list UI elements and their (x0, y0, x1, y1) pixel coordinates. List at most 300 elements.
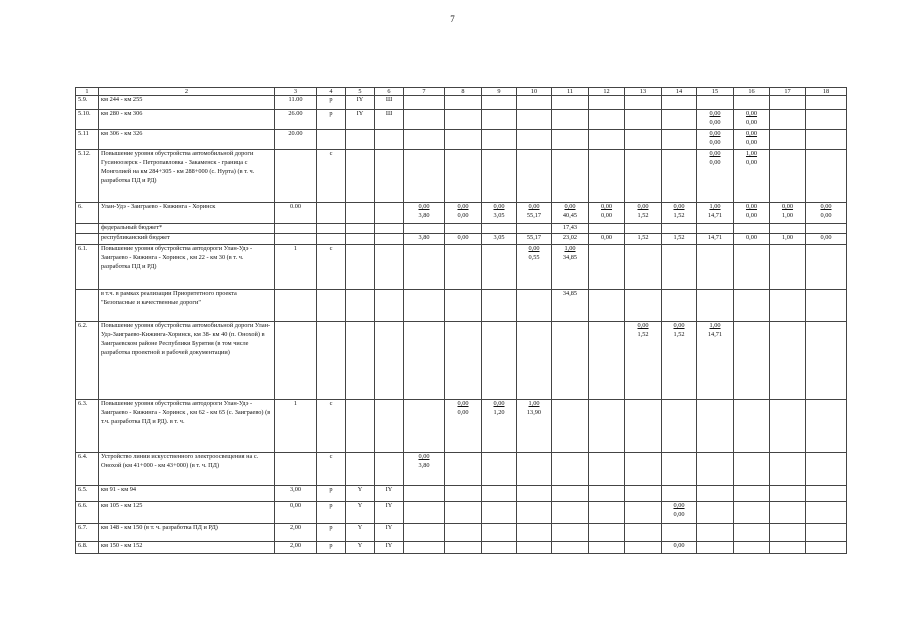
table-row (76, 233, 847, 244)
item-number (76, 289, 99, 321)
length-value: 0,00 (528, 203, 540, 210)
year-value-cell (589, 485, 625, 501)
table-row (76, 244, 847, 289)
item-name: км 244 - км 255 (99, 96, 275, 110)
item-name: Повышение уровня обустройства автодороги Улан-Удэ - Заиграево - Кижинга - Хоринск , км 22 - км 30 (в т. ч. разработка ПД и РД) (99, 244, 275, 289)
item-number: 6.2. (76, 321, 99, 399)
year-value-cell (806, 203, 847, 224)
year-value-cell: 23,02 (552, 233, 589, 244)
year-value-cell (697, 501, 734, 523)
year-value-cell (404, 321, 445, 399)
year-value-cell (517, 399, 552, 452)
length-value: 0,00 (637, 203, 649, 210)
table-row (76, 203, 847, 224)
year-value-cell (734, 150, 770, 203)
column-number-10: 10 (517, 88, 552, 96)
year-value-cell (662, 244, 697, 289)
year-value-cell: 0,00 (734, 233, 770, 244)
road-category: Y (346, 501, 375, 523)
road-category: Y (346, 541, 375, 553)
year-value-cell: 0,00 (445, 233, 482, 244)
work-type (317, 224, 346, 234)
year-value-cell (806, 224, 847, 234)
year-value-cell (806, 289, 847, 321)
year-value-cell (552, 130, 589, 150)
cost-value: 0,00 (745, 118, 758, 126)
work-type: р (317, 541, 346, 553)
table-row (76, 501, 847, 523)
category-after (375, 233, 404, 244)
length-value: 0,00 (709, 150, 721, 157)
cost-value: 0,00 (457, 408, 469, 416)
cost-value: 55,17 (526, 211, 542, 219)
cost-value: 1,52 (637, 211, 649, 219)
year-value-cell (770, 541, 806, 553)
year-value-cell (770, 130, 806, 150)
item-name: км 280 - км 306 (99, 110, 275, 130)
cost-value: 13,90 (526, 408, 542, 416)
year-value-cell (770, 110, 806, 130)
road-category (346, 399, 375, 452)
length-km: 0,00 (275, 501, 317, 523)
item-number: 6.1. (76, 244, 99, 289)
year-value-cell (517, 224, 552, 234)
year-value-cell (552, 150, 589, 203)
column-number-5: 5 (346, 88, 375, 96)
year-value-cell (517, 96, 552, 110)
year-value-cell (445, 321, 482, 399)
table-row (76, 110, 847, 130)
road-category (346, 233, 375, 244)
year-value-cell (625, 501, 662, 523)
year-value-cell: 0,00 (662, 541, 697, 553)
year-value-cell (589, 224, 625, 234)
year-value-cell (806, 244, 847, 289)
table-row (76, 541, 847, 553)
year-value-cell: 1,52 (625, 233, 662, 244)
work-type: с (317, 244, 346, 289)
year-value-cell (589, 321, 625, 399)
work-type (317, 233, 346, 244)
length-km (275, 233, 317, 244)
year-value-cell (806, 485, 847, 501)
year-value-cell (770, 224, 806, 234)
item-name: Повышение уровня обустройства автодороги Улан-Удэ - Заиграево - Кижинга - Хоринск , км 62 - км 65 (с. Заиграево) (в т.ч. разработка ПД и РД). в т. ч. (99, 399, 275, 452)
year-value-cell (517, 541, 552, 553)
column-number-11: 11 (552, 88, 589, 96)
column-number-12: 12 (589, 88, 625, 96)
item-name: км 91 - км 94 (99, 485, 275, 501)
column-number-18: 18 (806, 88, 847, 96)
year-value-cell (404, 244, 445, 289)
year-value-cell (625, 96, 662, 110)
road-category (346, 203, 375, 224)
column-number-1: 1 (76, 88, 99, 96)
year-value-cell (662, 203, 697, 224)
year-value-cell (445, 110, 482, 130)
cost-value: 0,00 (820, 211, 832, 219)
year-value-cell (482, 501, 517, 523)
work-type: р (317, 110, 346, 130)
year-value-cell (404, 203, 445, 224)
year-value-cell: 34,85 (552, 289, 589, 321)
year-value-cell (517, 485, 552, 501)
road-category (346, 244, 375, 289)
year-value-cell (625, 452, 662, 485)
cost-value: 34,85 (562, 253, 578, 261)
cost-value: 0,00 (673, 510, 685, 518)
year-value-cell (517, 289, 552, 321)
column-number-16: 16 (734, 88, 770, 96)
year-value-cell (625, 150, 662, 203)
length-value: 1,00 (709, 203, 721, 210)
length-value: 1,00 (709, 321, 721, 329)
year-value-cell (697, 203, 734, 224)
item-number (76, 224, 99, 234)
item-number: 6.6. (76, 501, 99, 523)
year-value-cell (404, 452, 445, 485)
year-value-cell (662, 452, 697, 485)
year-value-cell (482, 244, 517, 289)
year-value-cell (517, 452, 552, 485)
year-value-cell (589, 96, 625, 110)
year-value-cell (625, 523, 662, 541)
table-row (76, 523, 847, 541)
item-number: 6.7. (76, 523, 99, 541)
item-name: Улан-Удэ - Заиграево - Кижинга - Хоринск (99, 203, 275, 224)
year-value-cell (517, 523, 552, 541)
year-value-cell (770, 399, 806, 452)
category-after: IY (375, 541, 404, 553)
item-number: 6.5. (76, 485, 99, 501)
year-value-cell (806, 321, 847, 399)
year-value-cell (517, 150, 552, 203)
column-number-4: 4 (317, 88, 346, 96)
item-number: 5.12. (76, 150, 99, 203)
length-value: 0,00 (600, 203, 613, 210)
category-after (375, 321, 404, 399)
cost-value: 0,00 (457, 211, 469, 219)
year-value-cell (589, 289, 625, 321)
work-type (317, 203, 346, 224)
year-value-cell (697, 321, 734, 399)
column-number-3: 3 (275, 88, 317, 96)
item-name: км 105 - км 125 (99, 501, 275, 523)
cost-value: 0,00 (600, 211, 613, 219)
year-value-cell (806, 150, 847, 203)
cost-value: 1,20 (493, 408, 505, 416)
category-after (375, 130, 404, 150)
cost-value: 14,71 (707, 211, 723, 219)
year-value-cell (445, 501, 482, 523)
cost-value: 3,80 (418, 461, 430, 469)
item-name: км 148 - км 150 (в т. ч. разработка ПД и РД) (99, 523, 275, 541)
length-km: 1 (275, 244, 317, 289)
length-km (275, 452, 317, 485)
item-name: Устройство линии искусственного электроосвещения на с. Онохой (км 41+000 - км 43+000) (в т. ч. ПД) (99, 452, 275, 485)
year-value-cell (734, 523, 770, 541)
road-category: Y (346, 523, 375, 541)
length-km: 3,00 (275, 485, 317, 501)
road-category: IY (346, 96, 375, 110)
year-value-cell (482, 541, 517, 553)
year-value-cell (445, 203, 482, 224)
length-km: 2,00 (275, 523, 317, 541)
category-after (375, 203, 404, 224)
year-value-cell (517, 203, 552, 224)
table-row (76, 224, 847, 234)
year-value-cell (625, 130, 662, 150)
item-name: федеральный бюджет* (99, 224, 275, 234)
item-name: в т.ч. в рамках реализации Приоритетного проекта "Безопасные и качественные дороги" (99, 289, 275, 321)
year-value-cell (552, 110, 589, 130)
year-value-cell: 3,05 (482, 233, 517, 244)
length-value: 0,00 (418, 452, 430, 460)
year-value-cell (734, 96, 770, 110)
year-value-cell (625, 224, 662, 234)
year-value-cell (552, 501, 589, 523)
year-value-cell (770, 96, 806, 110)
year-value-cell (404, 541, 445, 553)
length-value: 1,00 (564, 244, 576, 252)
length-value: 0,00 (564, 203, 576, 210)
cost-value: 3,80 (418, 211, 430, 219)
category-after: IY (375, 523, 404, 541)
year-value-cell (806, 110, 847, 130)
year-value-cell (445, 523, 482, 541)
year-value-cell (517, 130, 552, 150)
year-value-cell (482, 224, 517, 234)
item-number: 6. (76, 203, 99, 224)
year-value-cell (662, 130, 697, 150)
year-value-cell: 0,00 (806, 233, 847, 244)
year-value-cell (697, 150, 734, 203)
investment-program-table (75, 87, 847, 554)
year-value-cell (589, 452, 625, 485)
length-km (275, 150, 317, 203)
year-value-cell (404, 399, 445, 452)
year-value-cell (806, 96, 847, 110)
year-value-cell (734, 399, 770, 452)
year-value-cell (806, 399, 847, 452)
year-value-cell (770, 501, 806, 523)
year-value-cell (445, 485, 482, 501)
year-value-cell (482, 130, 517, 150)
table-body (76, 88, 847, 554)
work-type (317, 321, 346, 399)
category-after (375, 224, 404, 234)
length-km: 1 (275, 399, 317, 452)
year-value-cell (404, 485, 445, 501)
work-type: р (317, 501, 346, 523)
year-value-cell (734, 110, 770, 130)
year-value-cell (770, 150, 806, 203)
year-value-cell (482, 452, 517, 485)
year-value-cell: 3,80 (404, 233, 445, 244)
work-type: с (317, 150, 346, 203)
year-value-cell (662, 485, 697, 501)
year-value-cell (625, 485, 662, 501)
year-value-cell (697, 452, 734, 485)
year-value-cell (662, 321, 697, 399)
item-name: км 150 - км 152 (99, 541, 275, 553)
year-value-cell (445, 399, 482, 452)
year-value-cell (445, 452, 482, 485)
year-value-cell (806, 541, 847, 553)
cost-value: 40,45 (562, 211, 578, 219)
year-value-cell (625, 289, 662, 321)
category-after (375, 244, 404, 289)
year-value-cell (770, 523, 806, 541)
year-value-cell (517, 501, 552, 523)
length-value: 1,00 (528, 399, 540, 407)
column-number-2: 2 (99, 88, 275, 96)
year-value-cell (625, 321, 662, 399)
year-value-cell: 1,52 (662, 233, 697, 244)
length-value: 0,00 (745, 110, 758, 117)
work-type (317, 130, 346, 150)
item-number: 6.3. (76, 399, 99, 452)
column-number-8: 8 (445, 88, 482, 96)
column-number-14: 14 (662, 88, 697, 96)
year-value-cell (697, 224, 734, 234)
year-value-cell (404, 110, 445, 130)
year-value-cell (697, 523, 734, 541)
year-value-cell (625, 203, 662, 224)
year-value-cell (482, 321, 517, 399)
year-value-cell (697, 244, 734, 289)
length-value: 0,00 (493, 399, 505, 407)
year-value-cell (552, 541, 589, 553)
length-km: 0.00 (275, 203, 317, 224)
item-number: 5.11 (76, 130, 99, 150)
year-value-cell (404, 523, 445, 541)
road-category: Y (346, 485, 375, 501)
year-value-cell (734, 485, 770, 501)
length-km (275, 289, 317, 321)
table-row (76, 130, 847, 150)
year-value-cell (552, 244, 589, 289)
year-value-cell (697, 485, 734, 501)
category-after: IY (375, 485, 404, 501)
length-value: 0,00 (528, 244, 540, 252)
year-value-cell (662, 110, 697, 130)
length-value: 0,00 (457, 203, 469, 210)
year-value-cell (734, 321, 770, 399)
year-value-cell (445, 150, 482, 203)
year-value-cell (770, 244, 806, 289)
length-value: 0,00 (781, 203, 794, 210)
work-type (317, 289, 346, 321)
length-value: 0,00 (673, 203, 685, 210)
cost-value: 3,05 (493, 211, 505, 219)
length-km (275, 224, 317, 234)
work-type: с (317, 399, 346, 452)
year-value-cell (589, 399, 625, 452)
year-value-cell (697, 399, 734, 452)
work-type: р (317, 485, 346, 501)
table-row (76, 485, 847, 501)
year-value-cell (482, 96, 517, 110)
year-value-cell (552, 485, 589, 501)
year-value-cell (589, 110, 625, 130)
road-category: IY (346, 110, 375, 130)
item-name: республиканский бюджет (99, 233, 275, 244)
year-value-cell (697, 130, 734, 150)
year-value-cell (662, 224, 697, 234)
year-value-cell: 0,00 (589, 233, 625, 244)
column-number-6: 6 (375, 88, 404, 96)
length-value: 0,00 (637, 321, 649, 329)
length-value: 0,00 (745, 203, 758, 210)
year-value-cell (552, 399, 589, 452)
year-value-cell: 1,00 (770, 233, 806, 244)
cost-value: 0,55 (528, 253, 540, 261)
category-after (375, 399, 404, 452)
road-category (346, 452, 375, 485)
item-name: км 306 - км 326 (99, 130, 275, 150)
item-number: 6.8. (76, 541, 99, 553)
year-value-cell (662, 150, 697, 203)
year-value-cell (482, 150, 517, 203)
year-value-cell (552, 321, 589, 399)
year-value-cell (734, 203, 770, 224)
year-value-cell (404, 289, 445, 321)
cost-value: 0,00 (709, 118, 721, 126)
year-value-cell (552, 96, 589, 110)
table-row (76, 96, 847, 110)
year-value-cell (697, 110, 734, 130)
year-value-cell (589, 130, 625, 150)
year-value-cell (552, 203, 589, 224)
length-km: 2,00 (275, 541, 317, 553)
column-number-9: 9 (482, 88, 517, 96)
year-value-cell (445, 244, 482, 289)
length-value: 0,00 (745, 130, 758, 137)
page-number: 7 (450, 14, 455, 24)
cost-value: 0,00 (709, 158, 721, 166)
year-value-cell (697, 96, 734, 110)
road-category (346, 150, 375, 203)
year-value-cell: 17,43 (552, 224, 589, 234)
year-value-cell (625, 399, 662, 452)
year-value-cell (445, 96, 482, 110)
year-value-cell (625, 244, 662, 289)
year-value-cell (517, 321, 552, 399)
cost-value: 1,52 (637, 330, 649, 338)
length-value: 0,00 (457, 399, 469, 407)
year-value-cell (770, 321, 806, 399)
length-value: 0,00 (673, 501, 685, 509)
year-value-cell (482, 485, 517, 501)
item-number (76, 233, 99, 244)
length-value: 0,00 (673, 321, 685, 329)
year-value-cell (734, 452, 770, 485)
year-value-cell (517, 110, 552, 130)
work-type: с (317, 452, 346, 485)
cost-value: 1,00 (781, 211, 794, 219)
year-value-cell (734, 541, 770, 553)
year-value-cell (806, 523, 847, 541)
length-value: 0,00 (418, 203, 430, 210)
year-value-cell (404, 130, 445, 150)
cost-value: 1,52 (673, 330, 685, 338)
year-value-cell (770, 485, 806, 501)
year-value-cell (734, 244, 770, 289)
cost-value: 0,00 (745, 138, 758, 146)
year-value-cell (734, 130, 770, 150)
length-value: 0,00 (709, 110, 721, 117)
